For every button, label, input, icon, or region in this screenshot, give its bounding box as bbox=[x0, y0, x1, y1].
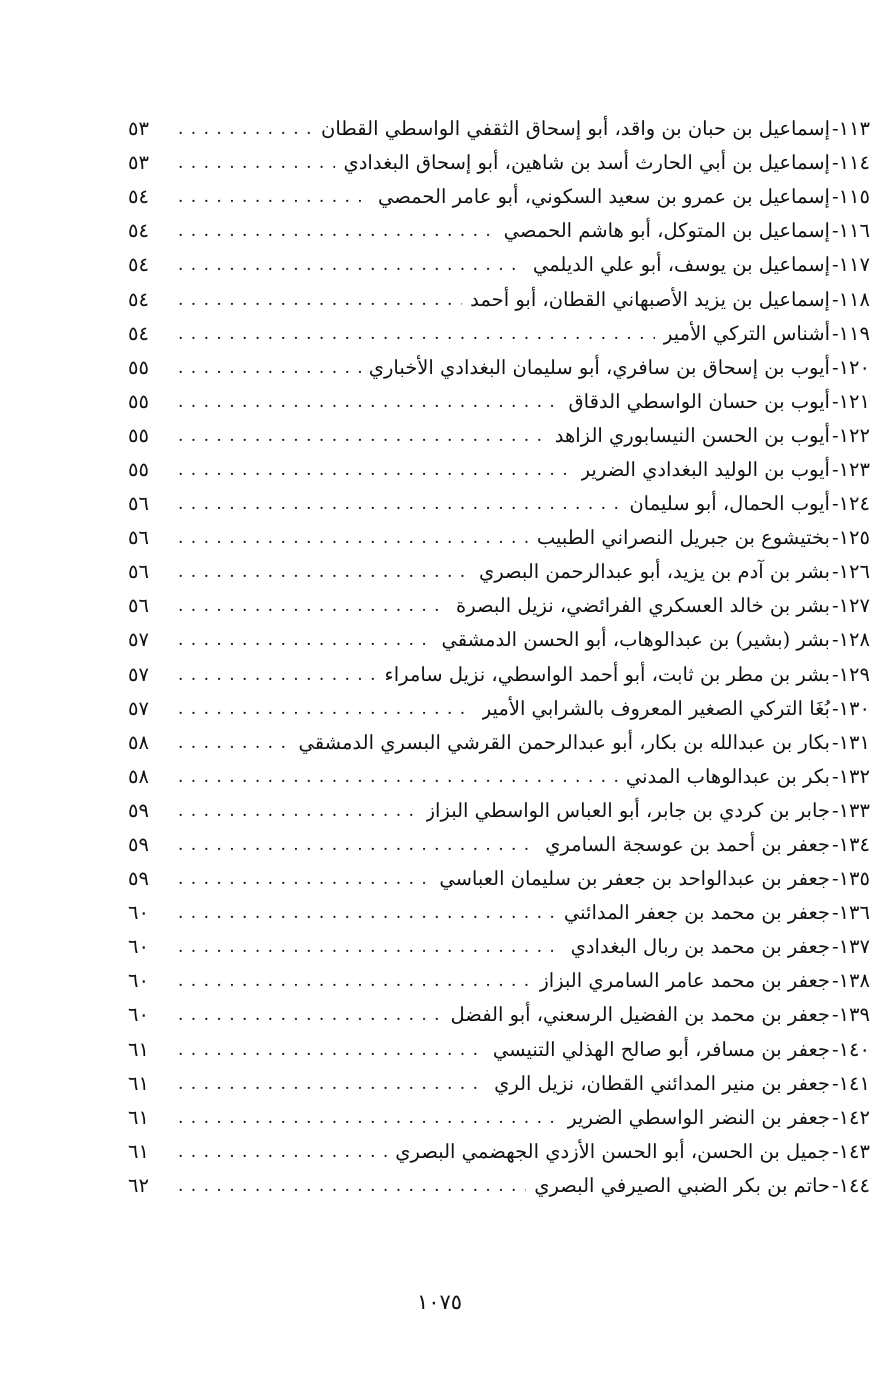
toc-entry bbox=[128, 930, 870, 964]
entry-title: جعفر بن محمد بن ربال البغدادي bbox=[570, 935, 830, 959]
dot-leader bbox=[178, 760, 618, 794]
toc-entry bbox=[128, 1101, 870, 1135]
dot-leader bbox=[178, 214, 496, 248]
entry-page: ٥٥ bbox=[128, 457, 149, 481]
dot-leader bbox=[178, 896, 556, 930]
toc-entry bbox=[128, 487, 870, 521]
dot-leader bbox=[178, 283, 462, 317]
entry-title: أيوب الحمال، أبو سليمان bbox=[629, 492, 830, 516]
entry-title: إسماعيل بن حبان بن واقد، أبو إسحاق الثقفي الواسطي القطان bbox=[321, 117, 830, 141]
toc-entry bbox=[128, 794, 870, 828]
dot-leader bbox=[178, 351, 361, 385]
entry-number: ١٣٨- bbox=[831, 969, 870, 993]
dot-leader bbox=[178, 998, 443, 1032]
toc-entry bbox=[128, 317, 870, 351]
dot-leader bbox=[178, 453, 573, 487]
entry-page: ٥٤ bbox=[128, 287, 149, 311]
entry-number: ١١٧- bbox=[831, 253, 870, 277]
entry-title: إسماعيل بن يوسف، أبو علي الديلمي bbox=[532, 253, 830, 277]
toc-entry bbox=[128, 385, 870, 419]
entry-page: ٥٨ bbox=[128, 764, 149, 788]
toc-entry bbox=[128, 521, 870, 555]
dot-leader bbox=[178, 487, 621, 521]
toc-entry bbox=[128, 998, 870, 1032]
entry-number: ١٣٥- bbox=[831, 867, 870, 891]
entry-number: ١٢٨- bbox=[831, 628, 870, 652]
toc-entry bbox=[128, 1067, 870, 1101]
entry-number: ١١٥- bbox=[831, 185, 870, 209]
toc-entry bbox=[128, 623, 870, 657]
entry-page: ٥٦ bbox=[128, 492, 149, 516]
entry-title: جعفر بن محمد عامر السامري البزاز bbox=[539, 969, 830, 993]
entry-page: ٥٥ bbox=[128, 389, 149, 413]
dot-leader bbox=[178, 1101, 559, 1135]
toc-entry bbox=[128, 692, 870, 726]
toc-entry bbox=[128, 658, 870, 692]
entry-title: أيوب بن إسحاق بن سافري، أبو سليمان البغدادي الأخباري bbox=[368, 355, 830, 379]
dot-leader bbox=[178, 623, 434, 657]
toc-entry bbox=[128, 828, 870, 862]
dot-leader bbox=[178, 180, 370, 214]
dot-leader bbox=[178, 794, 418, 828]
entry-title: أيوب بن الوليد البغدادي الضرير bbox=[580, 457, 830, 481]
dot-leader bbox=[178, 1033, 485, 1067]
toc-entry bbox=[128, 419, 870, 453]
entry-page: ٦١ bbox=[128, 1139, 149, 1163]
entry-page: ٦٠ bbox=[128, 935, 149, 959]
dot-leader bbox=[178, 828, 537, 862]
dot-leader bbox=[178, 317, 655, 351]
toc-entry bbox=[128, 112, 870, 146]
entry-page: ٥٣ bbox=[128, 151, 149, 175]
entry-title: أيوب بن الحسن النيسابوري الزاهد bbox=[554, 423, 830, 447]
entry-number: ١١٨- bbox=[831, 287, 870, 311]
entry-page: ٥٣ bbox=[128, 117, 149, 141]
entry-page: ٦٠ bbox=[128, 969, 149, 993]
entry-number: ١٣٠- bbox=[831, 696, 870, 720]
entry-title: جابر بن كردي بن جابر، أبو العباس الواسطي البزاز bbox=[425, 798, 830, 822]
entry-page: ٥٧ bbox=[128, 662, 149, 686]
entry-page: ٥٥ bbox=[128, 355, 149, 379]
toc-entry bbox=[128, 282, 870, 316]
entry-title: إسماعيل بن يزيد الأصبهاني القطان، أبو أحمد bbox=[470, 287, 830, 311]
entry-page: ٥٤ bbox=[128, 253, 149, 277]
entry-number: ١٤٣- bbox=[831, 1139, 870, 1163]
dot-leader bbox=[178, 1067, 486, 1101]
entry-number: ١٣٧- bbox=[831, 935, 870, 959]
toc-entry bbox=[128, 862, 870, 896]
entry-title: بُغَا التركي الصغير المعروف بالشرابي الأمير bbox=[481, 696, 830, 720]
entry-title: بشر بن مطر بن ثابت، أبو أحمد الواسطي، نزيل سامراء bbox=[384, 662, 830, 686]
entry-number: ١٣٤- bbox=[831, 833, 870, 857]
entry-page: ٥٩ bbox=[128, 867, 149, 891]
entry-page: ٦١ bbox=[128, 1105, 149, 1129]
page-number: ١٠٧٥ bbox=[416, 1290, 463, 1314]
entry-number: ١٤١- bbox=[831, 1071, 870, 1095]
toc-entry bbox=[128, 248, 870, 282]
entry-number: ١٢٢- bbox=[831, 423, 870, 447]
entry-number: ١٢٥- bbox=[831, 526, 870, 550]
dot-leader bbox=[178, 726, 290, 760]
toc-entry bbox=[128, 146, 870, 180]
entry-page: ٥٩ bbox=[128, 833, 149, 857]
entry-title: بكار بن عبدالله بن بكار، أبو عبدالرحمن القرشي البسري الدمشقي bbox=[298, 730, 830, 754]
dot-leader bbox=[178, 555, 471, 589]
toc-entry bbox=[128, 964, 870, 998]
entry-title: بشر (بشير) بن عبدالوهاب، أبو الحسن الدمشقي bbox=[441, 628, 830, 652]
entry-title: جعفر بن محمد بن جعفر المدائني bbox=[563, 901, 830, 925]
dot-leader bbox=[178, 658, 377, 692]
entry-number: ١٢٦- bbox=[831, 560, 870, 584]
toc-entry bbox=[128, 214, 870, 248]
entry-page: ٥٨ bbox=[128, 730, 149, 754]
entry-number: ١٢٧- bbox=[831, 594, 870, 618]
entry-title: بختيشوع بن جبريل النصراني الطبيب bbox=[536, 526, 830, 550]
dot-leader bbox=[178, 385, 561, 419]
dot-leader bbox=[178, 589, 448, 623]
entry-page: ٦١ bbox=[128, 1071, 149, 1095]
entry-title: بكر بن عبدالوهاب المدني bbox=[625, 764, 830, 788]
entry-number: ١٣١- bbox=[831, 730, 870, 754]
entry-page: ٥٤ bbox=[128, 321, 149, 345]
entry-number: ١٤٠- bbox=[831, 1037, 870, 1061]
entry-page: ٥٤ bbox=[128, 219, 149, 243]
toc-entry bbox=[128, 726, 870, 760]
dot-leader bbox=[178, 112, 313, 146]
dot-leader bbox=[178, 248, 525, 282]
entry-number: ١٣٢- bbox=[831, 764, 870, 788]
entry-number: ١١٦- bbox=[831, 219, 870, 243]
dot-leader bbox=[178, 146, 335, 180]
entry-number: ١٣٩- bbox=[831, 1003, 870, 1027]
entry-title: إسماعيل بن عمرو بن سعيد السكوني، أبو عامر الحمصي bbox=[377, 185, 830, 209]
entry-page: ٥٥ bbox=[128, 423, 149, 447]
entry-number: ١٢٤- bbox=[831, 492, 870, 516]
entry-page: ٥٧ bbox=[128, 696, 149, 720]
entry-page: ٥٦ bbox=[128, 526, 149, 550]
entry-page: ٦٠ bbox=[128, 1003, 149, 1027]
dot-leader bbox=[178, 964, 531, 998]
entry-number: ١٢١- bbox=[831, 389, 870, 413]
entry-page: ٦١ bbox=[128, 1037, 149, 1061]
entry-page: ٥٩ bbox=[128, 798, 149, 822]
entry-title: جعفر بن مسافر، أبو صالح الهذلي التنيسي bbox=[492, 1037, 830, 1061]
entry-number: ١١٣- bbox=[831, 117, 870, 141]
entry-title: جعفر بن أحمد بن عوسجة السامري bbox=[545, 833, 830, 857]
entry-title: حاتم بن بكر الضبي الصيرفي البصري bbox=[534, 1173, 830, 1197]
entry-title: أيوب بن حسان الواسطي الدقاق bbox=[568, 389, 830, 413]
entry-number: ١٣٦- bbox=[831, 901, 870, 925]
toc-entry bbox=[128, 896, 870, 930]
toc-entry bbox=[128, 1135, 870, 1169]
entry-page: ٥٦ bbox=[128, 560, 149, 584]
dot-leader bbox=[178, 692, 474, 726]
entry-number: ١٤٢- bbox=[831, 1105, 870, 1129]
table-of-contents bbox=[128, 112, 870, 1203]
entry-title: جعفر بن عبدالواحد بن جعفر بن سليمان العباسي bbox=[439, 867, 830, 891]
entry-title: بشر بن خالد العسكري الفرائضي، نزيل البصرة bbox=[456, 594, 830, 618]
entry-number: ١٤٤- bbox=[831, 1173, 870, 1197]
dot-leader bbox=[178, 1135, 387, 1169]
entry-number: ١٢٣- bbox=[831, 457, 870, 481]
entry-number: ١٢٩- bbox=[831, 662, 870, 686]
entry-title: بشر بن آدم بن يزيد، أبو عبدالرحمن البصري bbox=[479, 560, 830, 584]
entry-title: جعفر بن النضر الواسطي الضرير bbox=[567, 1105, 830, 1129]
entry-number: ١١٤- bbox=[831, 151, 870, 175]
entry-title: جعفر بن منير المدائني القطان، نزيل الري bbox=[494, 1071, 830, 1095]
entry-number: ١٢٠- bbox=[831, 355, 870, 379]
entry-page: ٥٧ bbox=[128, 628, 149, 652]
entry-page: ٦٢ bbox=[128, 1173, 149, 1197]
entry-number: ١٣٣- bbox=[831, 798, 870, 822]
dot-leader bbox=[178, 419, 547, 453]
dot-leader bbox=[178, 1169, 526, 1203]
entry-title: إسماعيل بن المتوكل، أبو هاشم الحمصي bbox=[503, 219, 830, 243]
toc-entry bbox=[128, 589, 870, 623]
entry-title: جميل بن الحسن، أبو الحسن الأزدي الجهضمي البصري bbox=[395, 1139, 830, 1163]
toc-entry bbox=[128, 453, 870, 487]
toc-entry bbox=[128, 1169, 870, 1203]
dot-leader bbox=[178, 930, 563, 964]
entry-page: ٥٤ bbox=[128, 185, 149, 209]
toc-entry bbox=[128, 351, 870, 385]
entry-title: أشناس التركي الأمير bbox=[663, 321, 830, 345]
toc-entry bbox=[128, 1033, 870, 1067]
toc-entry bbox=[128, 760, 870, 794]
entry-title: جعفر بن محمد بن الفضيل الرسعني، أبو الفضل bbox=[450, 1003, 830, 1027]
entry-page: ٥٦ bbox=[128, 594, 149, 618]
entry-title: إسماعيل بن أبي الحارث أسد بن شاهين، أبو إسحاق البغدادي bbox=[343, 151, 830, 175]
entry-number: ١١٩- bbox=[831, 321, 870, 345]
toc-entry bbox=[128, 555, 870, 589]
dot-leader bbox=[178, 521, 529, 555]
entry-page: ٦٠ bbox=[128, 901, 149, 925]
toc-entry bbox=[128, 180, 870, 214]
dot-leader bbox=[178, 862, 431, 896]
